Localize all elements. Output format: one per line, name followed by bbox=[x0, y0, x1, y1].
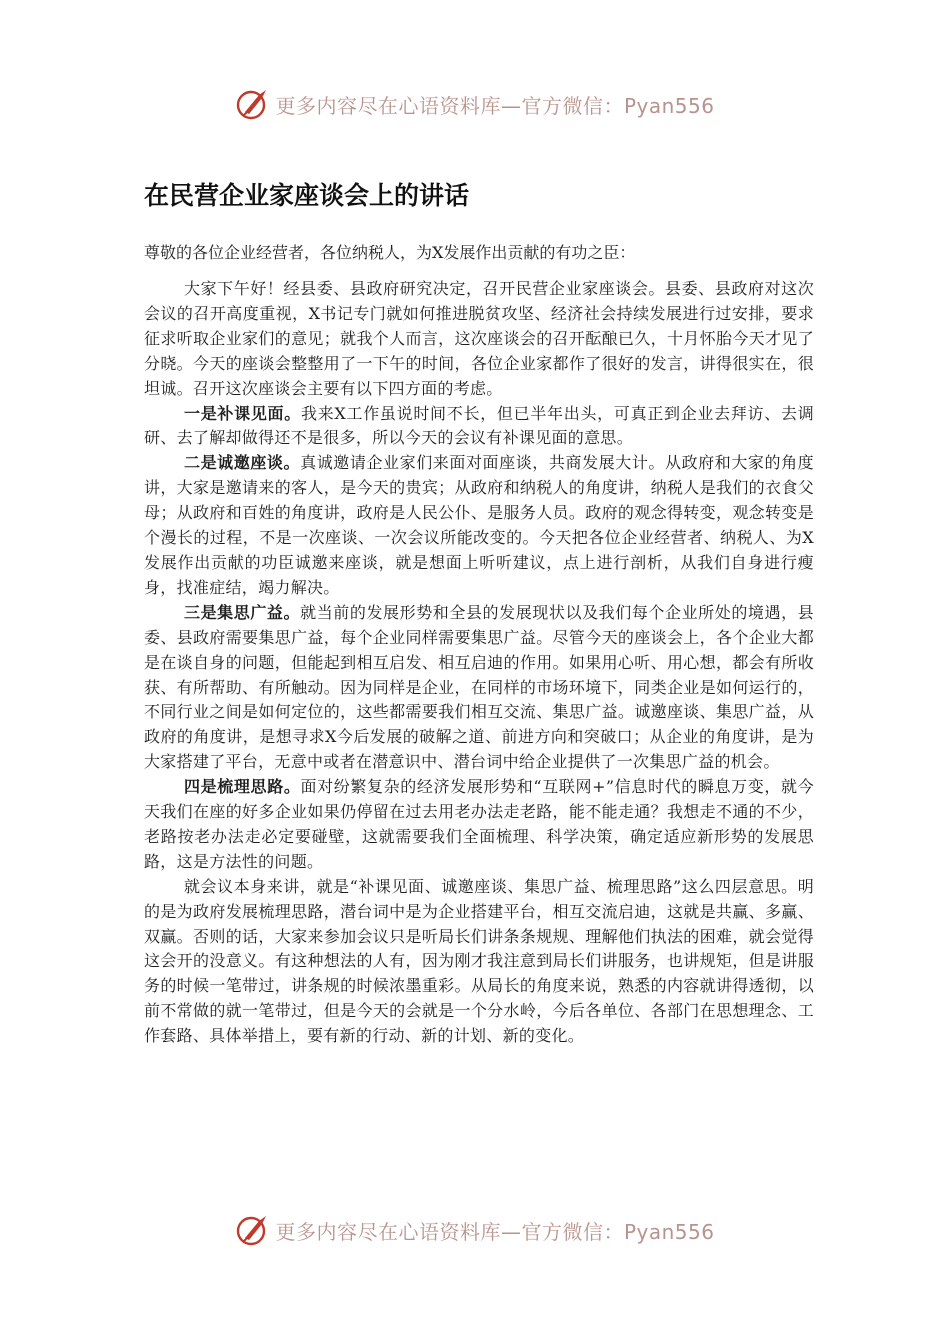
paragraph-text: 真诚邀请企业家们来面对面座谈，共商发展大计。从政府和大家的角度讲，大家是邀请来的客人，是今天的贵宾；从政府和纳税人的角度讲，纳税人是我们的衣食父母；从政府和百姓的角度讲，政府是人民公仆、是服务人员。政府的观念得转变，观念转变是个漫长的过程，不是一次座谈、一次会议所能改变的。今天把各位企业经营者、纳税人、为X发展作出贡献的功臣诚邀来座谈，就是想面上听听建议，点上进行剖析，从我们自身进行瘦身，找准症结，竭力解决。 bbox=[144, 453, 814, 597]
watermark-banner-bottom bbox=[0, 1210, 950, 1250]
document-title: 在民营企业家座谈会上的讲话 bbox=[144, 181, 470, 210]
paragraph-lead: 三是集思广益。 bbox=[184, 602, 301, 622]
paragraph-text: 就当前的发展形势和全县的发展现状以及我们每个企业所处的境遇，县委、县政府需要集思广益，每个企业同样需要集思广益。尽管今天的座谈会上，各个企业大都是在谈自身的问题，但能起到相互启发、相互启迪的作用。如果用心听、用心想，都会有所收获、有所帮助、有所触动。因为同样是企业，在同样的市场环境下，同类企业是如何运行的，不同行业之间是如何定位的，这些都需要我们相互交流、集思广益。诚邀座谈、集思广益，从政府的角度讲，是想寻求X今后发展的破解之道、前进方向和突破口；从企业的角度讲，是为大家搭建了平台，无意中或者在潜意识中、潜台词中给企业提供了一次集思广益的机会。 bbox=[144, 602, 814, 772]
paragraph-text: 面对纷繁复杂的经济发展形势和“互联网+”信息时代的瞬息万变，就今天我们在座的好多企业如果仍停留在过去用老办法走老路，能不能走通？我想走不通的不少，老路按老办法走必定要碰壁，这就需要我们全面梳理、科学决策，确定适应新形势的发展思路，这是方法性的问题。 bbox=[144, 777, 814, 871]
document-body bbox=[144, 176, 814, 1049]
paragraph-lead: 二是诚邀座谈。 bbox=[184, 453, 301, 473]
quill-logo-icon bbox=[235, 1212, 271, 1248]
paragraph bbox=[144, 775, 814, 875]
paragraph bbox=[144, 875, 814, 1049]
paragraph bbox=[144, 451, 814, 600]
paragraph-text: 就会议本身来讲，就是“补课见面、诚邀座谈、集思广益、梳理思路”这么四层意思。明的是为政府发展梳理思路，潜台词中是为企业搭建平台，相互交流启迪，这就是共赢、多赢、双赢。否则的话，大家来参加会议只是听局长们讲条条规规、理解他们执法的困难，就会觉得这会开的没意义。有这种想法的人有，因为刚才我注意到局长们讲服务，也讲规矩，但是讲服务的时候一笔带过，讲条规的时候浓墨重彩。从局长的角度来说，熟悉的内容就讲得透彻，以前不常做的就一笔带过，但是今天的会就是一个分水岭，今后各单位、各部门在思想理念、工作套路、具体举措上，要有新的行动、新的计划、新的变化。 bbox=[144, 876, 814, 1046]
paragraph bbox=[144, 402, 814, 452]
watermark-banner-top bbox=[0, 84, 950, 124]
paragraph-lead: 一是补课见面。 bbox=[184, 403, 301, 423]
paragraph-text: 大家下午好！经县委、县政府研究决定，召开民营企业家座谈会。县委、县政府对这次会议的召开高度重视，X书记专门就如何推进脱贫攻坚、经济社会持续发展进行过安排，要求征求听取企业家们的意见；就我个人而言，这次座谈会的召开酝酿已久，十月怀胎今天才见了分晓。今天的座谈会整整用了一下午的时间，各位企业家都作了很好的发言，讲得很实在，很坦诚。召开这次座谈会主要有以下四方面的考虑。 bbox=[144, 279, 814, 398]
salutation: 尊敬的各位企业经营者，各位纳税人，为X发展作出贡献的有功之臣： bbox=[144, 243, 636, 262]
paragraph-lead: 四是梳理思路。 bbox=[184, 777, 301, 797]
paragraph-text: 我来X工作虽说时间不长，但已半年出头，可真正到企业去拜访、去调研、去了解却做得还不是很多，所以今天的会议有补课见面的意思。 bbox=[144, 403, 814, 448]
paragraph bbox=[144, 277, 814, 402]
quill-logo-icon bbox=[235, 86, 271, 122]
watermark-text: 更多内容尽在心语资料库—官方微信：Pyan556 bbox=[275, 1219, 715, 1244]
paragraph bbox=[144, 601, 814, 775]
watermark-text: 更多内容尽在心语资料库—官方微信：Pyan556 bbox=[275, 93, 715, 118]
